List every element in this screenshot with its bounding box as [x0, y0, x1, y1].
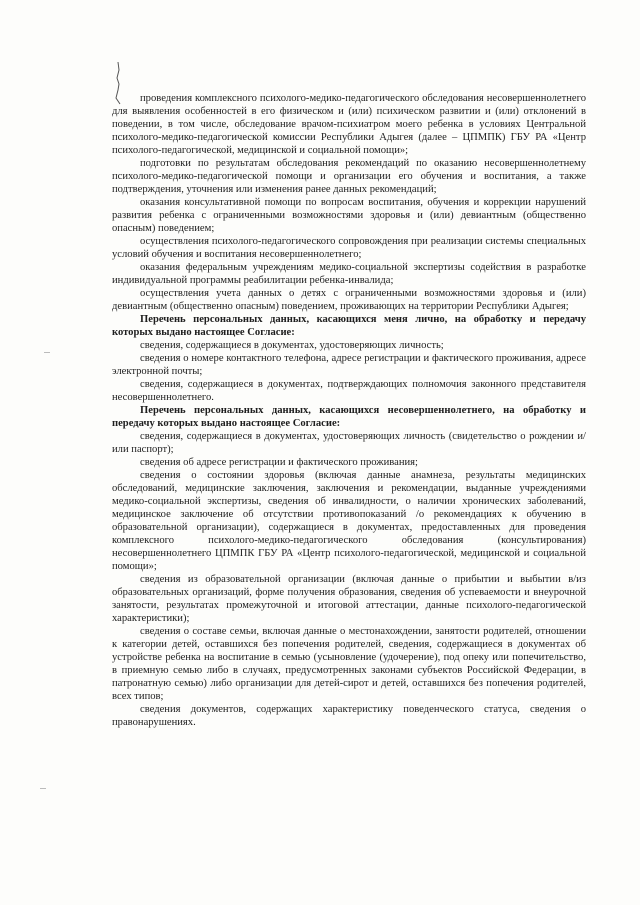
paragraph: сведения о составе семьи, включая данные о местонахождении, занятости родителей, отношении к категории детей, оставшихся без попечения родителей, сведения, содержащиеся в документах об устройстве ребенка на воспитание в семью (усыновление (удочерение), под опеку или попечительство, в приемную семью либо в случаях, предусмотренных законами субъектов Российской Федерации, в патронатную семью) либо организации для детей-сирот и детей, оставшихся без попечения родителей, всех типов; [112, 626, 586, 702]
paragraph: осуществления психолого-педагогического сопровождения при реализации системы специальных условий обучения и воспитания несовершеннолетнего; [112, 236, 586, 260]
section-heading: Перечень персональных данных, касающихся меня лично, на обработку и передачу которых выдано настоящее Согласие: [112, 314, 586, 338]
margin-speck [40, 788, 46, 789]
paragraph: осуществления учета данных о детях с ограниченными возможностями здоровья и (или) девиантным (общественно опасным) поведением, проживающих на территории Республики Адыгея; [112, 288, 586, 312]
document-body [112, 92, 586, 729]
paragraph: сведения об адресе регистрации и фактического проживания; [140, 457, 418, 468]
paragraph: сведения о номере контактного телефона, адресе регистрации и фактического проживания, адресе электронной почты; [112, 353, 586, 377]
paragraph: сведения из образовательной организации (включая данные о прибытии и выбытии в/из образовательных организаций, форме получения образования, сведения об успеваемости и внеурочной занятости, результатах промежуточной и итоговой аттестации, данные психолого-педагогической характеристики); [112, 574, 586, 624]
paragraph: сведения о состоянии здоровья (включая данные анамнеза, результаты медицинских обследований, медицинские заключения, заключения и рекомендации, выданные учреждениями медико-социальной экспертизы, сведения об инвалидности, о наличии хронических заболеваний, медицинское заключение об отсутствии противопоказаний /о рекомендациях к обучению в образовательной организации), содержащиеся в документах, предоставленных для проведения комплексного психолого-медико-педагогического обследования (консультирования) несовершеннолетнего ЦПМПК ГБУ РА «Центр психолого-педагогической, медицинской и социальной помощи»; [112, 470, 586, 572]
paragraph: проведения комплексного психолого-медико-педагогического обследования несовершеннолетнего для выявления особенностей в его физическом и (или) психическом развитии и (или) отклонений в поведении, в том числе, обследование врачом-психиатром моего ребенка в условиях Центральной психолого-медико-педагогической комиссии Республики Адыгея (далее – ЦПМПК) ГБУ РА «Центр психолого-педагогической, медицинской и социальной помощи»; [112, 93, 586, 156]
paragraph: сведения, содержащиеся в документах, подтверждающих полномочия законного представителя несовершеннолетнего. [112, 379, 586, 403]
section-heading: Перечень персональных данных, касающихся несовершеннолетнего, на обработку и передачу которых выдано настоящее Согласие: [112, 405, 586, 429]
margin-speck [44, 352, 50, 353]
paragraph: оказания консультативной помощи по вопросам воспитания, обучения и коррекции нарушений развития ребенка с ограниченными возможностями здоровья и (или) девиантным (общественно опасным) поведением; [112, 197, 586, 234]
paragraph: сведения, содержащиеся в документах, удостоверяющих личность (свидетельство о рождении и/или паспорт); [112, 431, 586, 455]
paragraph: сведения документов, содержащих характеристику поведенческого статуса, сведения о правонарушениях. [112, 704, 586, 728]
paragraph: подготовки по результатам обследования рекомендаций по оказанию несовершеннолетнему психолого-медико-педагогической помощи и организации его обучения и воспитания, а также подтверждения, уточнения или изменения ранее данных рекомендаций; [112, 158, 586, 195]
paragraph: оказания федеральным учреждениям медико-социальной экспертизы содействия в разработке индивидуальной программы реабилитации ребенка-инвалида; [112, 262, 586, 286]
paragraph: сведения, содержащиеся в документах, удостоверяющих личность; [140, 340, 444, 351]
